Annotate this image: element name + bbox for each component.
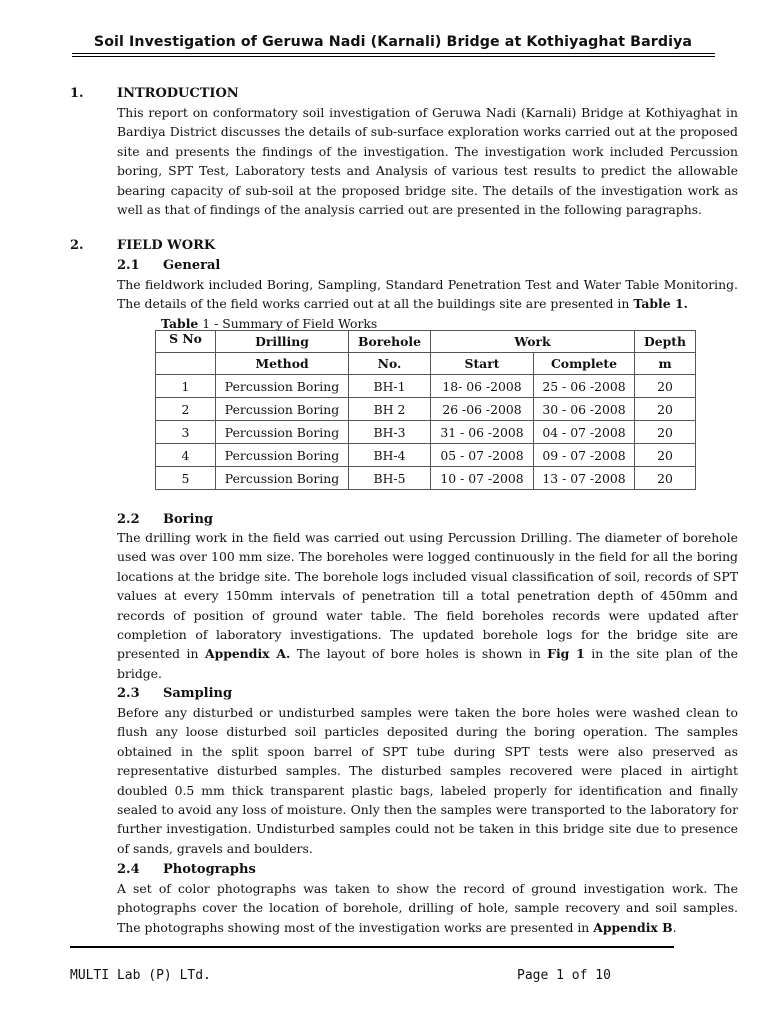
cell-borehole: BH-1	[349, 375, 431, 398]
table-reference: Table 1.	[633, 296, 688, 312]
appendix-b-reference: Appendix B	[593, 919, 673, 935]
header-sno: S No	[156, 331, 216, 353]
figure-reference: Fig 1	[547, 646, 585, 662]
cell-borehole: BH-5	[349, 467, 431, 490]
cell-method: Percussion Boring	[216, 467, 349, 490]
boring-paragraph	[117, 528, 738, 683]
footer-page-number: Page 1 of 10	[517, 968, 611, 983]
subsection-number: 2.2	[117, 512, 140, 527]
header-rule-top	[72, 53, 715, 54]
footer-rule	[70, 946, 674, 948]
cell-start: 26 -06 -2008	[431, 398, 534, 421]
section-title: FIELD WORK	[117, 238, 216, 253]
cell-depth: 20	[635, 375, 696, 398]
section-heading-introduction	[70, 86, 239, 101]
photographs-text-end: .	[672, 919, 677, 935]
table-caption-label: Table	[161, 316, 199, 331]
subsection-number: 2.4	[117, 862, 140, 877]
table-row	[156, 421, 696, 444]
header-drilling: Drilling	[216, 331, 349, 353]
subsection-title: General	[163, 258, 221, 273]
header-depth-unit: m	[635, 353, 696, 375]
photographs-paragraph	[117, 879, 738, 937]
table-header-row	[156, 353, 696, 375]
appendix-a-reference: Appendix A.	[204, 646, 291, 662]
sampling-paragraph: Before any disturbed or undisturbed samples were taken the bore holes were washed clean to flush any loose disturbed soil particles deposited during the boring operation. The samples obtained in the split spoon barrel of SPT tube during SPT tests were also preserved as representative disturbed samples. The disturbed samples recovered were placed in airtight doubled 0.5 mm thick transparent plastic bags, labeled properly for identification and finally sealed to avoid any loss of moisture. Only then the samples were transported to the laboratory for further investigation. Undisturbed samples could not be taken in this bridge site due to presence of sands, gravels and boulders.	[117, 705, 738, 856]
header-method: Method	[216, 353, 349, 375]
boring-text-middle: The layout of bore holes is shown in	[290, 646, 548, 662]
cell-method: Percussion Boring	[216, 444, 349, 467]
cell-complete: 25 - 06 -2008	[534, 375, 635, 398]
header-start: Start	[431, 353, 534, 375]
cell-sno: 2	[156, 398, 216, 421]
boring-text-end: in the site plan of the bridge.	[117, 646, 738, 681]
introduction-paragraph: This report on conformatory soil investigation of Geruwa Nadi (Karnali) Bridge at Kothiyaghat in Bardiya District discusses the details of sub-surface exploration works carried out at the proposed site and presents the findings of the investigation. The investigation work included Percussion boring, SPT Test, Laboratory tests and Analysis of various test results to predict the allowable bearing capacity of sub-soil at the proposed bridge site. The details of the investigation work as well as that of findings of the analysis carried out are presented in the following paragraphs.	[117, 105, 738, 218]
subsection-title: Boring	[163, 512, 213, 527]
general-paragraph	[117, 275, 738, 314]
section-number: 2.	[70, 238, 84, 253]
table-header-row	[156, 331, 696, 353]
subsection-heading-general	[117, 258, 220, 273]
photographs-text: A set of color photographs was taken to show the record of ground investigation work. The photographs cover the location of borehole, drilling of hole, sample recovery and soil samples. The photographs showing most of the investigation works are presented in	[117, 881, 738, 935]
field-works-table	[155, 330, 696, 490]
cell-depth: 20	[635, 467, 696, 490]
subsection-number: 2.1	[117, 258, 140, 273]
cell-complete: 04 - 07 -2008	[534, 421, 635, 444]
cell-borehole: BH-3	[349, 421, 431, 444]
cell-method: Percussion Boring	[216, 398, 349, 421]
cell-complete: 09 - 07 -2008	[534, 444, 635, 467]
subsection-title: Photographs	[163, 862, 256, 877]
section-heading-field-work	[70, 238, 215, 253]
cell-sno: 4	[156, 444, 216, 467]
table-caption-text: 1 - Summary of Field Works	[198, 316, 378, 331]
table-row	[156, 444, 696, 467]
cell-borehole: BH 2	[349, 398, 431, 421]
boring-text: The drilling work in the field was carried out using Percussion Drilling. The diameter of borehole used was over 100 mm size. The boreholes were logged continuously in the field for all the boring locations at the bridge site. The borehole logs included visual classification of soil, records of SPT values at every 150mm intervals of penetration till a total penetration depth of 450mm and records of position of ground water table. The field boreholes records were updated after completion of laboratory investigations. The updated borehole logs for the bridge site are presented in	[117, 530, 738, 662]
cell-complete: 30 - 06 -2008	[534, 398, 635, 421]
cell-start: 31 - 06 -2008	[431, 421, 534, 444]
header-sno-blank	[156, 353, 216, 375]
cell-complete: 13 - 07 -2008	[534, 467, 635, 490]
cell-method: Percussion Boring	[216, 421, 349, 444]
subsection-number: 2.3	[117, 686, 140, 701]
header-rule-bottom	[72, 56, 715, 57]
subsection-heading-boring	[117, 512, 213, 527]
table-row	[156, 398, 696, 421]
cell-depth: 20	[635, 444, 696, 467]
subsection-title: Sampling	[163, 686, 233, 701]
cell-depth: 20	[635, 421, 696, 444]
subsection-heading-sampling	[117, 686, 232, 701]
header-depth: Depth	[635, 331, 696, 353]
running-header: Soil Investigation of Geruwa Nadi (Karnali) Bridge at Kothiyaghat Bardiya	[93, 34, 693, 50]
section-title: INTRODUCTION	[117, 86, 239, 101]
cell-sno: 5	[156, 467, 216, 490]
cell-start: 18- 06 -2008	[431, 375, 534, 398]
header-borehole-no: No.	[349, 353, 431, 375]
cell-depth: 20	[635, 398, 696, 421]
header-complete: Complete	[534, 353, 635, 375]
cell-sno: 1	[156, 375, 216, 398]
header-borehole: Borehole	[349, 331, 431, 353]
cell-borehole: BH-4	[349, 444, 431, 467]
section-number: 1.	[70, 86, 84, 101]
footer-company: MULTI Lab (P) LTd.	[70, 968, 211, 983]
header-work: Work	[431, 331, 635, 353]
table-caption	[161, 316, 377, 331]
cell-method: Percussion Boring	[216, 375, 349, 398]
table-row	[156, 375, 696, 398]
table-row	[156, 467, 696, 490]
subsection-heading-photographs	[117, 862, 256, 877]
cell-sno: 3	[156, 421, 216, 444]
general-text: The fieldwork included Boring, Sampling, Standard Penetration Test and Water Table Monitoring. The details of the field works carried out at all the buildings site are presented in	[117, 277, 738, 312]
cell-start: 10 - 07 -2008	[431, 467, 534, 490]
cell-start: 05 - 07 -2008	[431, 444, 534, 467]
